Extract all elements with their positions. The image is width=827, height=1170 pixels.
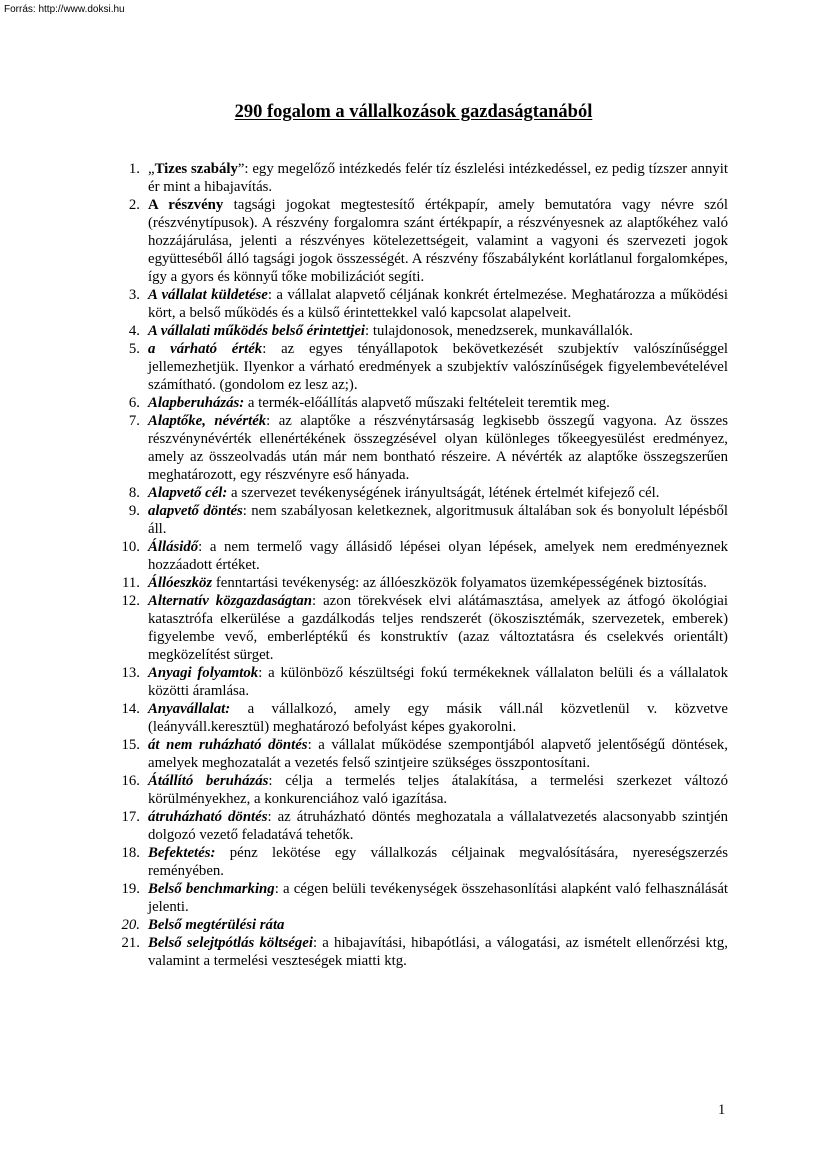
item-definition: : célja a termelés teljes átalakítása, a termelési szerkezet változó körülményekhez, a konkurenciához való igazítása.: [148, 773, 728, 807]
item-term: Anyagi folyamtok: [148, 665, 259, 681]
item-term: Belső selejtpótlás költségei: [148, 935, 313, 951]
item-number: 10.: [121, 539, 140, 555]
item-number: 6.: [128, 395, 140, 411]
definition-list: [100, 160, 728, 970]
item-term: át nem ruházható döntés: [148, 737, 308, 753]
item-number: 14.: [121, 701, 140, 717]
item-term: a várható érték: [148, 341, 263, 357]
list-item: [100, 196, 728, 286]
item-definition: a vállalkozó, amely egy másik váll.nál közvetlenül v. közvetve (leányváll.keresztül) meghatározó befolyást képes gyakorolni.: [148, 701, 728, 735]
list-item: [100, 340, 728, 394]
page-number: 1: [718, 1102, 726, 1118]
item-definition: : a vállalat alapvető céljának konkrét értelmezése. Meghatározza a működési kört, a belső működés és a külső érintettekkel való kapcsolat alapelveit.: [148, 287, 728, 321]
item-number: 15.: [121, 737, 140, 753]
list-item: [100, 484, 728, 502]
item-number: 13.: [121, 665, 140, 681]
item-definition: : a vállalat működése szempontjából alapvető jelentőségű döntések, amelyek meghozatalát a vezetés felső szintjeire szükséges összpontosítani.: [148, 737, 729, 771]
item-number: 20.: [121, 917, 140, 933]
list-item: [100, 592, 728, 664]
item-definition: a szervezet tevékenységének irányultságát, létének értelmét kifejező cél.: [227, 485, 660, 501]
item-number: 9.: [128, 503, 140, 519]
item-number: 17.: [121, 809, 140, 825]
item-term: átruházható döntés: [148, 809, 268, 825]
list-item: [100, 394, 728, 412]
list-item: [100, 700, 728, 736]
item-definition: : az átruházható döntés meghozatala a vállalatvezetés alacsonyabb szintjén dolgozó vezető feladatává tehetők.: [148, 809, 729, 843]
item-definition: : azon törekvések elvi alátámasztása, amelyek az átfogó ökológiai katasztrófa elkerülése a gazdálkodás teljes rendszerét (ökoszisztémák, szervezetek, emberek) figyelembe vevő, emberléptékű és konstruktív (azaz változtatásra és cselekvés orientált) megközelítést sürget.: [148, 593, 728, 663]
source-line: Forrás: http://www.doksi.hu: [4, 4, 125, 15]
item-term: A vállalati működés belső érintettjei: [148, 323, 366, 339]
item-definition: : az egyes tényállapotok bekövetkezését szubjektív valószínűséggel jellemezhetjük. Ilyenkor a várható eredmények a szubjektív valószínűségek figyelembevételével számítható. (gondolom ez lesz az;).: [148, 341, 728, 393]
item-term: Állásidő: [148, 539, 199, 555]
page-title: 290 fogalom a vállalkozások gazdaságtanából: [234, 102, 593, 122]
item-number: 18.: [121, 845, 140, 861]
item-term: Alternatív közgazdaságtan: [148, 593, 312, 609]
item-number: 2.: [128, 197, 140, 213]
list-item: [100, 322, 728, 340]
list-item: [100, 880, 728, 916]
item-number: 4.: [128, 323, 140, 339]
item-term: A vállalat küldetése: [148, 287, 268, 303]
item-number: 7.: [128, 413, 140, 429]
item-definition: : a hibajavítási, hibapótlási, a válogatási, az ismételt ellenőrzési ktg, valamint a termelési veszteségek miatti ktg.: [148, 935, 728, 969]
item-number: 16.: [121, 773, 140, 789]
item-term: Állóeszköz: [148, 575, 213, 591]
list-item: [100, 502, 728, 538]
list-item: [100, 736, 728, 772]
item-definition: : nem szabályosan keletkeznek, algoritmusuk általában sok és bonyolult lépésből áll.: [148, 503, 728, 537]
list-item: [100, 916, 728, 934]
item-term: Belső megtérülési ráta: [148, 917, 285, 933]
list-item: [100, 808, 728, 844]
list-item: [100, 574, 728, 592]
item-definition: ”: egy megelőző intézkedés felér tíz észlelési intézkedéssel, ez pedig tízszer annyit ér mint a hibajavítás.: [148, 161, 728, 195]
item-term: Anyavállalat:: [148, 701, 231, 717]
item-term: Alapberuházás:: [148, 395, 245, 411]
list-item: [100, 286, 728, 322]
item-definition: : a nem termelő vagy állásidő lépései olyan lépések, amelyek nem eredményeznek hozzáadott értéket.: [148, 539, 728, 573]
item-number: 11.: [122, 575, 140, 591]
item-definition: a termék-előállítás alapvető műszaki feltételeit teremtik meg.: [244, 395, 610, 411]
item-term: Belső benchmarking: [148, 881, 275, 897]
item-term: Alaptőke, névérték: [148, 413, 267, 429]
item-number: 8.: [128, 485, 140, 501]
item-number: 3.: [128, 287, 140, 303]
list-item: [100, 772, 728, 808]
item-definition: tagsági jogokat megtestesítő értékpapír, amely bemutatóra vagy névre szól (részvénytípusok). A részvény forgalomra szánt értékpapír, a részvényesnek az alaptőkéhez való hozzájárulása, jelenti a részvényes kötelezettségeit, valamint a vagyoni és szervezeti jogok együtteséből álló tagsági jogok összességét. A részvény főszabályként korlátlanul forgalomképes, így a gyors és könnyű tőke mobilizációt segíti.: [148, 197, 728, 285]
item-term: alapvető döntés: [148, 503, 243, 519]
item-number: 1.: [128, 161, 140, 177]
item-term: Átállító beruházás: [148, 773, 269, 789]
item-number: 21.: [121, 935, 140, 951]
item-definition: : tulajdonosok, menedzserek, munkavállalók.: [365, 323, 633, 339]
item-prefix: „: [148, 161, 155, 177]
item-definition: pénz lekötése egy vállalkozás céljainak megvalósítására, nyereségszerzés reményében.: [148, 845, 728, 879]
item-term: Alapvető cél:: [148, 485, 228, 501]
list-item: [100, 538, 728, 574]
list-item: [100, 664, 728, 700]
item-definition: : az alaptőke a részvénytársaság legkisebb összegű vagyona. Az összes részvénynévérték ellenértékének összegzésével olyan különleges tőkeegyesülést eredményez, amely az összeolvadás után már nem bontható részeire. A névérték az alaptőke összegszerűen meghatározott, egy részvényre eső hányada.: [148, 413, 728, 483]
list-item: [100, 160, 728, 196]
item-term: Befektetés:: [148, 845, 216, 861]
item-definition: : a cégen belüli tevékenységek összehasonlítási alapként való felhasználását jelenti.: [148, 881, 729, 915]
list-item: [100, 412, 728, 484]
item-definition: : a különböző készültségi fokú termékeknek vállalaton belüli és a vállalatok közötti áramlása.: [148, 665, 728, 699]
list-item: [100, 934, 728, 970]
item-number: 5.: [128, 341, 140, 357]
item-term: A részvény: [148, 197, 224, 213]
item-number: 12.: [121, 593, 140, 609]
item-definition: fenntartási tevékenység: az állóeszközök folyamatos üzemképességének biztosítás.: [212, 575, 707, 591]
list-item: [100, 844, 728, 880]
item-term: Tizes szabály: [154, 161, 238, 177]
item-number: 19.: [121, 881, 140, 897]
